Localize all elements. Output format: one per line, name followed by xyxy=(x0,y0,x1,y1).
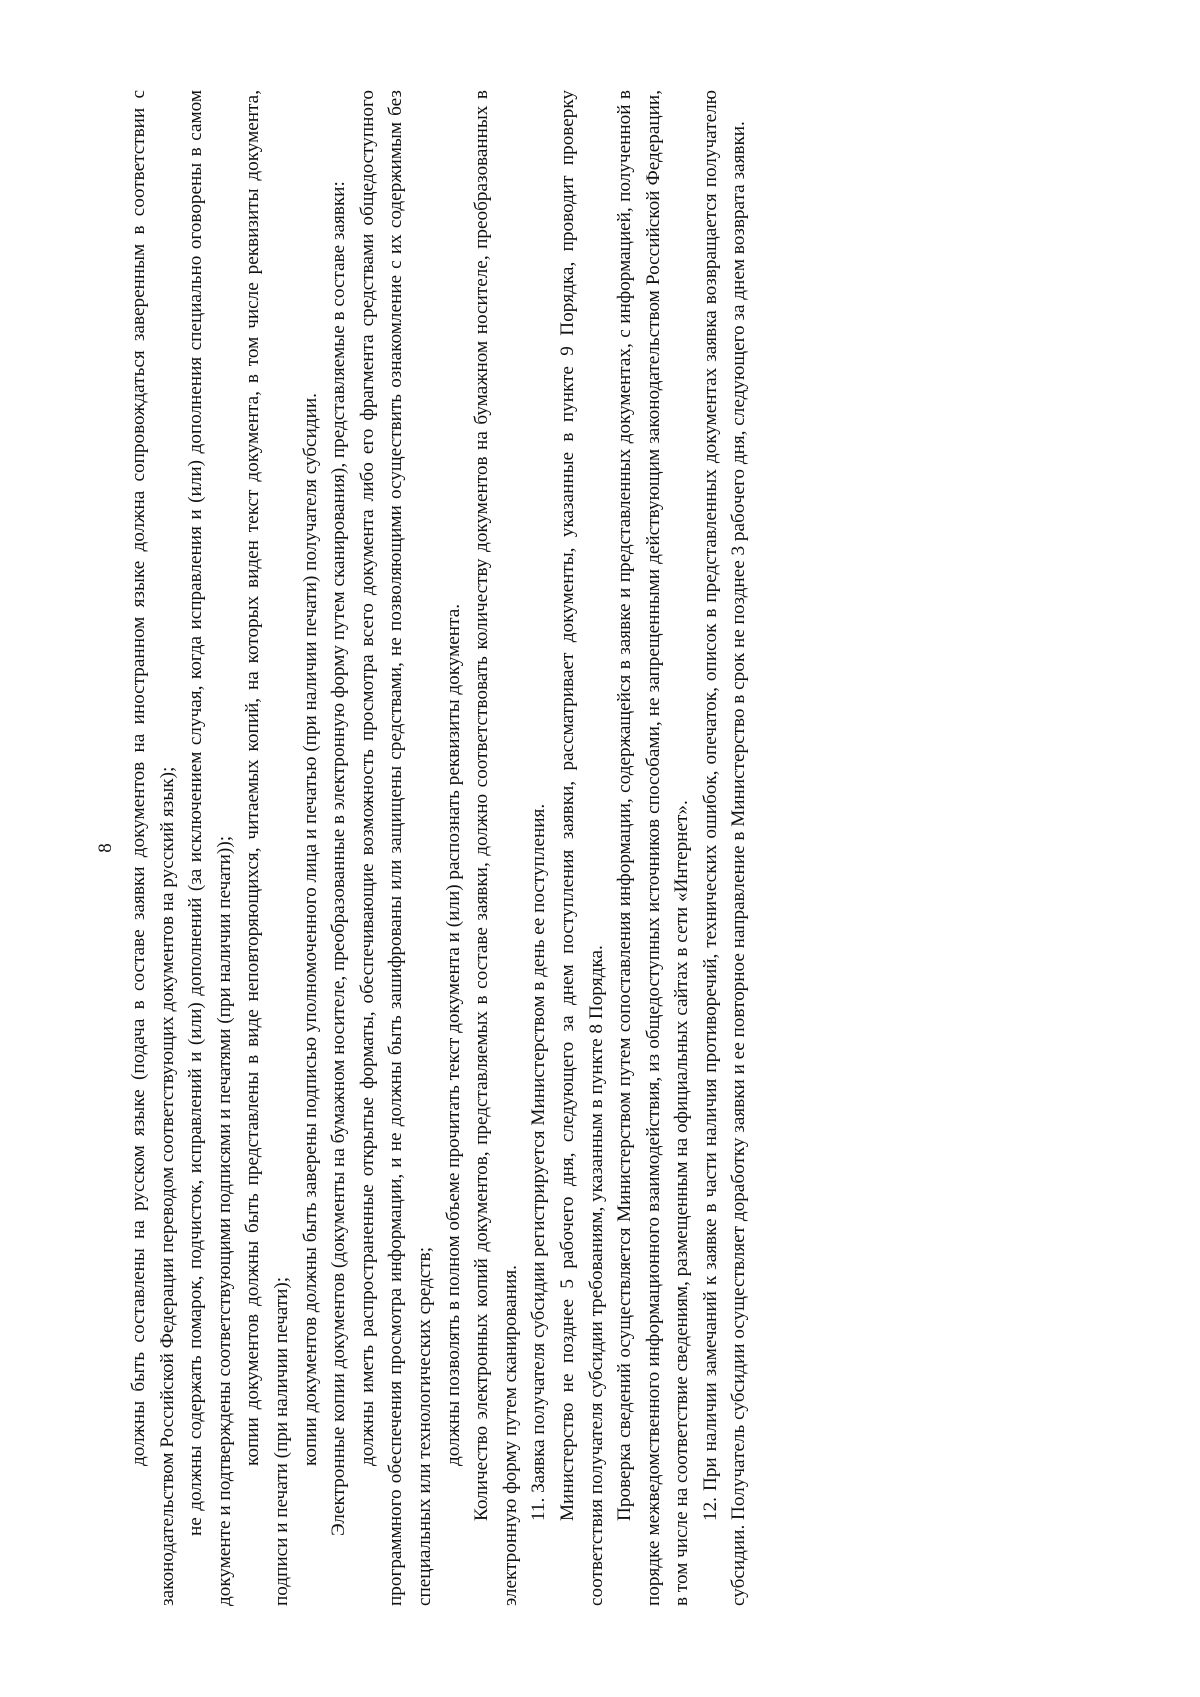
paragraph-no-corrections: не должны содержать помарок, подчисток, исправлений и (или) дополнений (за исключением случая, когда исправления и (или) дополнения специально оговорены в самом документе и подтверждены соответствующими подписями и печатями (при наличии печати)); xyxy=(185,90,235,1606)
paragraph-ministry-review: Министерство не позднее 5 рабочего дня, следующего за днем поступления заявки, рассматривает документы, указанные в пункте 9 Порядка, проводит проверку соответствия получателя субсидии требованиям, указанным в пункте 8 Порядка. xyxy=(556,90,607,1606)
paragraph-copies-certified: копии документов должны быть заверены подписью уполномоченного лица и печатью (при наличии печати) получателя субсидии. xyxy=(299,393,321,1466)
paragraph-verification: Проверка сведений осуществляется Министерством путем сопоставления информации, содержащейся в заявке и представленных документах, с информацией, полученной в порядке межведомственного информационного взаимодействия, из общедоступных источников способами, не запрещенными действующим законодательством Российской Федерации, в том числе на соответствие сведениям, размещенным на официальных сайтах в сети «Интернет». xyxy=(614,90,693,1606)
rotated-page-content xyxy=(95,68,1105,1628)
page-number: 8 xyxy=(95,843,116,853)
paragraph-russian-language: должны быть составлены на русском языке (подача в составе заявки документов на иностранном языке должна сопровождаться заверенным в соответствии с законодательством Российской Федерации переводом соответствующих документов на русский язык); xyxy=(128,90,178,1606)
paragraph-copies-readable: копии документов должны быть представлены в виде неповторяющихся, читаемых копий, на которых виден текст документа, в том числе реквизиты документа, подписи и печати (при наличии печати); xyxy=(242,90,292,1606)
paragraph-electronic-copies: Электронные копии документов (документы на бумажном носителе, преобразованные в электронную форму путем сканирования), представляемые в составе заявки: xyxy=(328,181,350,1536)
paragraph-full-reading: должны позволять в полном объеме прочитать текст документа и (или) распознать реквизиты документа. xyxy=(442,603,464,1466)
paragraph-open-formats: должны иметь распространенные открытые форматы, обеспечивающие возможность просмотра всего документа либо его фрагмента средствами общедоступного программного обеспечения просмотра информации, и не должны быть зашифрованы или защищены средствами, не позволяющими осуществить ознакомление с их содержимым без специальных или технологических средств; xyxy=(356,90,435,1606)
paragraph-copy-count: Количество электронных копий документов, представляемых в составе заявки, должно соответствовать количеству документов на бумажном носителе, преобразованных в электронную форму путем сканирования. xyxy=(471,90,521,1606)
paragraph-11-registration: 11. Заявка получателя субсидии регистрируется Министерством в день ее поступления. xyxy=(528,803,550,1521)
paragraph-12-remarks: 12. При наличии замечаний к заявке в части наличия противоречий, технических ошибок, опечаток, описок в представленных документах заявка возвращается получателю субсидии. Получатель субсидии осуществляет доработку заявки и ее повторное направление в Министерство в срок не позднее 3 рабочего дня, следующего за днем возврата заявки. xyxy=(699,90,750,1606)
document-body xyxy=(125,68,754,1628)
